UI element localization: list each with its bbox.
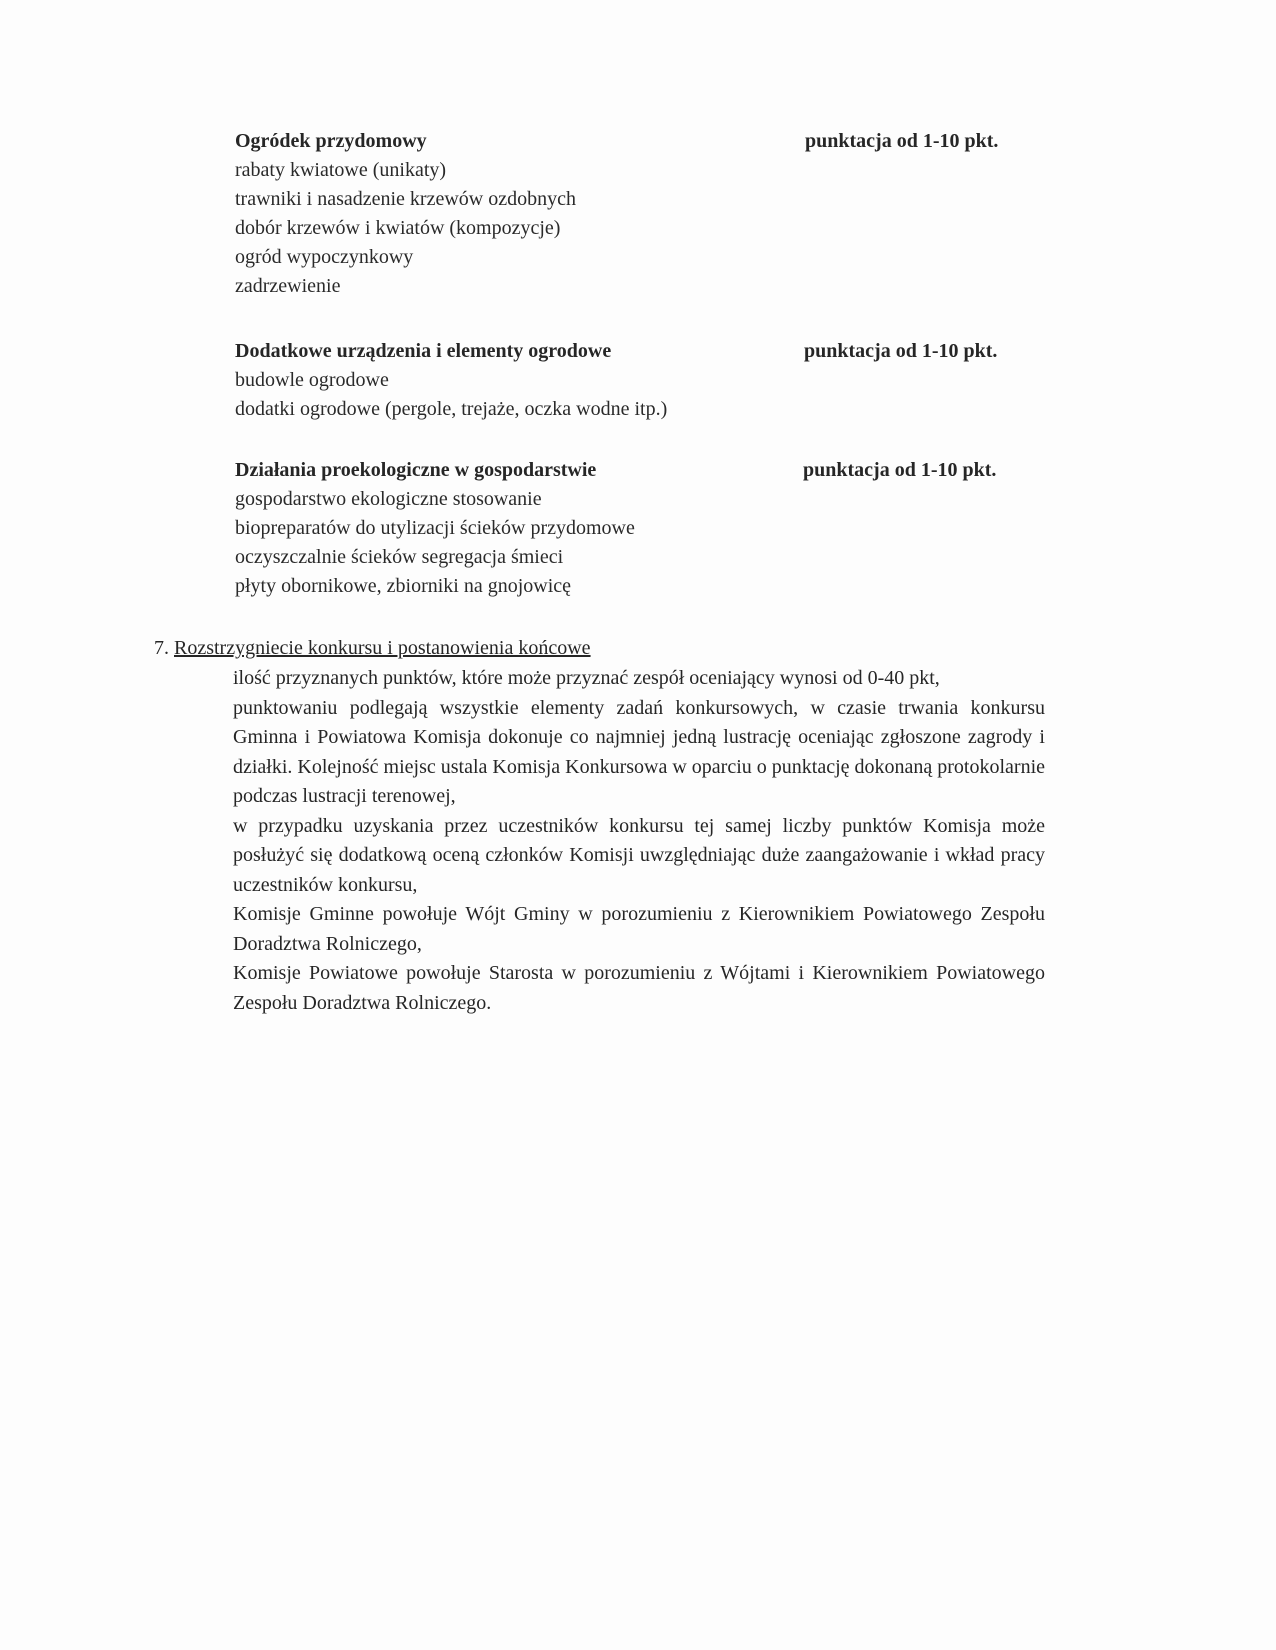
section-score: punktacja od 1-10 pkt. bbox=[804, 340, 998, 362]
paragraph: Komisje Gminne powołuje Wójt Gminy w porozumieniu z Kierownikiem Powiatowego Zespołu Doradztwa Rolniczego, bbox=[233, 903, 1045, 955]
list-item: dodatki ogrodowe (pergole, trejaże, oczka wodne itp.) bbox=[235, 398, 668, 420]
list-item: dobór krzewów i kwiatów (kompozycje) bbox=[235, 217, 561, 239]
list-item: zadrzewienie bbox=[235, 275, 341, 297]
paragraph: Komisje Powiatowe powołuje Starosta w porozumieniu z Wójtami i Kierownikiem Powiatowego Zespołu Doradztwa Rolniczego. bbox=[233, 962, 1045, 1014]
point-title: Rozstrzygniecie konkursu i postanowienia końcowe bbox=[174, 637, 591, 659]
list-item: ogród wypoczynkowy bbox=[235, 246, 414, 268]
list-item: oczyszczalnie ścieków segregacja śmieci bbox=[235, 546, 564, 568]
section-dzialania-proekologiczne bbox=[235, 456, 1035, 601]
list-item: płyty obornikowe, zbiorniki na gnojowicę bbox=[235, 575, 572, 597]
paragraph: ilość przyznanych punktów, które może przyznać zespół oceniający wynosi od 0-40 pkt, bbox=[233, 667, 940, 689]
section-score: punktacja od 1-10 pkt. bbox=[805, 130, 999, 152]
list-item: rabaty kwiatowe (unikaty) bbox=[235, 159, 447, 181]
paragraph: punktowaniu podlegają wszystkie elementy zadań konkursowych, w czasie trwania konkursu Gminna i Powiatowa Komisja dokonuje co najmniej jedną lustrację oceniając zgłoszone zagrody i działki. Kolejność miejsc ustala Komisja Konkursowa w oparciu o punktację dokonaną protokolarnie podczas lustracji terenowej, bbox=[233, 696, 1046, 807]
point-7-body bbox=[233, 664, 1045, 1018]
section-dodatkowe-urzadzenia bbox=[235, 337, 1035, 424]
list-item: biopreparatów do utylizacji ścieków przydomowe bbox=[235, 517, 635, 539]
paragraph: w przypadku uzyskania przez uczestników konkursu tej samej liczby punktów Komisja może posłużyć się dodatkową oceną członków Komisji uwzględniając duże zaangażowanie i wkład pracy uczestników konkursu, bbox=[233, 814, 1045, 896]
list-item: gospodarstwo ekologiczne stosowanie bbox=[235, 488, 542, 510]
section-heading: Działania proekologiczne w gospodarstwie bbox=[235, 459, 597, 481]
section-ogrodek-przydomowy bbox=[235, 127, 1035, 301]
section-heading: Dodatkowe urządzenia i elementy ogrodowe bbox=[235, 340, 612, 362]
section-score: punktacja od 1-10 pkt. bbox=[803, 459, 997, 481]
list-item: trawniki i nasadzenie krzewów ozdobnych bbox=[235, 188, 576, 210]
point-7-heading bbox=[154, 634, 591, 663]
point-number: 7. bbox=[154, 637, 169, 659]
section-heading: Ogródek przydomowy bbox=[235, 130, 427, 152]
list-item: budowle ogrodowe bbox=[235, 369, 389, 391]
